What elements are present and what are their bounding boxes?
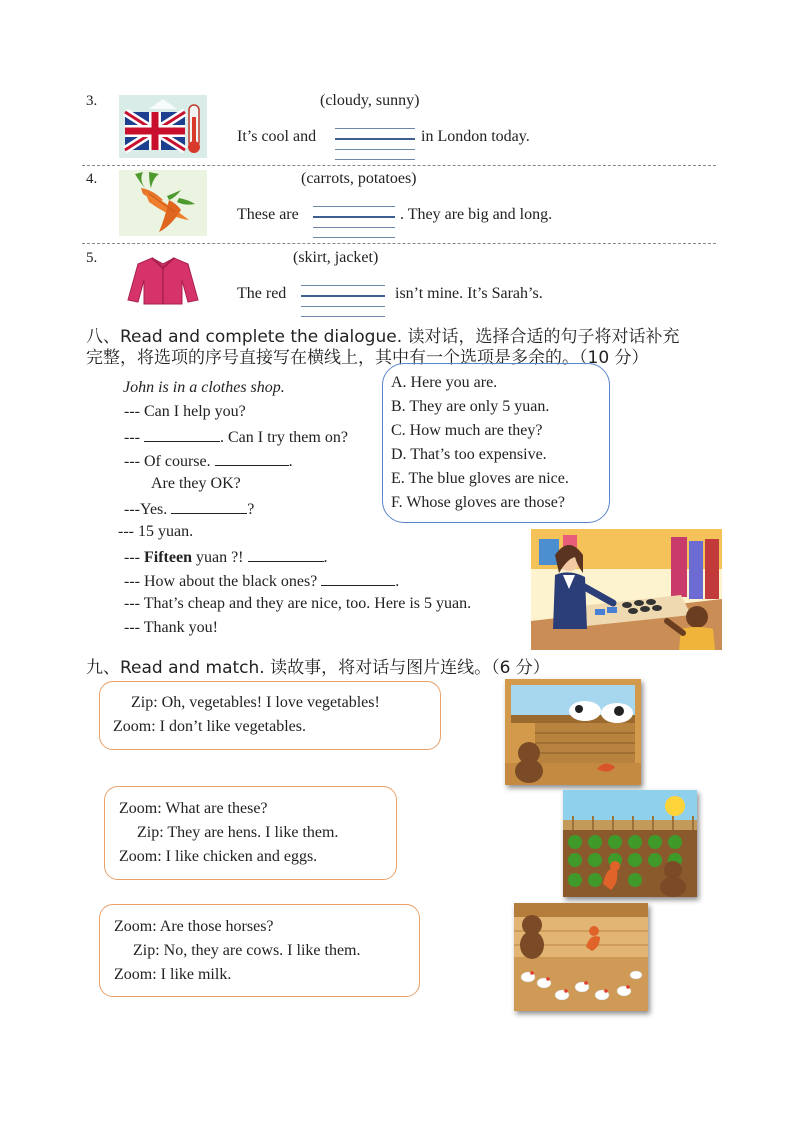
question-5-text-before: The red: [237, 285, 287, 302]
dialogue-line-6: --- 15 yuan.: [118, 523, 194, 540]
answer-blank-2[interactable]: [215, 451, 289, 466]
question-4-text-before: These are: [237, 206, 299, 223]
section-8-title: 八、Read and complete the dialogue. 读对话，选择合适的句子将对话补充: [86, 327, 680, 347]
dialogue-box-1: [99, 681, 441, 750]
question-4-options: (carrots, potatoes): [301, 170, 417, 187]
dialogue-line-9: --- That’s cheap and they are nice, too. Here is 5 yuan.: [124, 595, 472, 612]
question-3-answer-blank[interactable]: [335, 119, 415, 160]
answer-blank-3[interactable]: [171, 499, 247, 514]
option-d: D. That’s too expensive.: [391, 446, 547, 463]
dialogue-2-line-1: Zoom: What are these?: [119, 800, 268, 817]
picture-hens-barn[interactable]: [514, 903, 648, 1011]
dialogue-2-line-2: Zip: They are hens. I like them.: [137, 824, 339, 841]
option-a: A. Here you are.: [391, 374, 498, 391]
jacket-icon: [124, 254, 202, 308]
dialogue-3-line-3: Zoom: I like milk.: [114, 966, 232, 983]
dialogue-line-7: --- Fifteen yuan ?! .: [124, 549, 328, 566]
question-3-text-after: in London today.: [421, 128, 530, 145]
dialogue-box-3: [99, 904, 420, 997]
dialogue-1-line-1: Zip: Oh, vegetables! I love vegetables!: [131, 694, 380, 711]
picture-cows-barn[interactable]: [505, 679, 641, 785]
question-4-text-after: . They are big and long.: [400, 206, 553, 223]
dialogue-line-3: --- Of course. .: [124, 453, 293, 470]
dialogue-1-line-2: Zoom: I don’t like vegetables.: [113, 718, 306, 735]
section-9-title: 九、Read and match. 读故事，将对话与图片连线。（6 分）: [86, 658, 550, 678]
dialogue-line-1: --- Can I help you?: [124, 403, 246, 420]
question-5-number: 5.: [86, 250, 98, 266]
question-4-number: 4.: [86, 171, 98, 187]
divider: [82, 165, 716, 166]
dialogue-line-10: --- Thank you!: [124, 619, 218, 636]
option-f: F. Whose gloves are those?: [391, 494, 565, 511]
question-5-options: (skirt, jacket): [293, 249, 379, 266]
dialogue-3-line-1: Zoom: Are those horses?: [114, 918, 274, 935]
dialogue-line-4: Are they OK?: [151, 475, 241, 492]
options-box: [382, 363, 610, 523]
question-5-text-after: isn’t mine. It’s Sarah’s.: [395, 285, 543, 302]
option-b: B. They are only 5 yuan.: [391, 398, 550, 415]
question-5-answer-blank[interactable]: [301, 276, 385, 317]
section-8-title-continued: 完整，将选项的序号直接写在横线上，其中有一个选项是多余的。（10 分）: [86, 348, 649, 368]
question-3-options: (cloudy, sunny): [320, 92, 420, 109]
question-4-answer-blank[interactable]: [313, 197, 395, 238]
divider: [82, 243, 716, 244]
carrots-icon: [119, 170, 207, 236]
dialogue-line-2: --- . Can I try them on?: [124, 429, 348, 446]
question-3-number: 3.: [86, 93, 98, 109]
picture-vegetable-field[interactable]: [563, 790, 697, 897]
option-c: C. How much are they?: [391, 422, 543, 439]
dialogue-box-2: [104, 786, 397, 880]
clothes-shop-illustration: [531, 529, 722, 650]
answer-blank-4[interactable]: [248, 547, 324, 562]
question-3-text-before: It’s cool and: [237, 128, 317, 145]
option-e: E. The blue gloves are nice.: [391, 470, 569, 487]
dialogue-line-8: --- How about the black ones? .: [124, 573, 400, 590]
dialogue-scene: John is in a clothes shop.: [123, 379, 285, 396]
uk-flag-thermometer-icon: [119, 95, 207, 158]
answer-blank-5[interactable]: [321, 571, 395, 586]
dialogue-line-5: ---Yes. ?: [124, 501, 255, 518]
dialogue-3-line-2: Zip: No, they are cows. I like them.: [133, 942, 361, 959]
answer-blank-1[interactable]: [144, 427, 220, 442]
dialogue-2-line-3: Zoom: I like chicken and eggs.: [119, 848, 318, 865]
